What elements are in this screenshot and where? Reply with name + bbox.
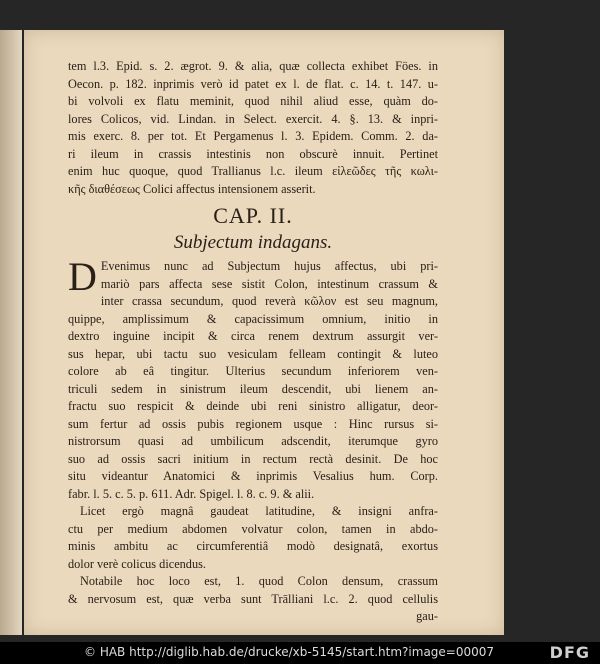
text-line: & nervosum est, quæ verba sunt Trālliani l.c. 2. quod cellulis <box>68 591 438 606</box>
text-line: κῆς διαθέσεως Colici affectus intensionem asserit. <box>68 181 316 196</box>
dfg-logo: DFG <box>549 643 590 662</box>
text-line: bi volvoli ex flatu meminit, quod nihil aliud esse, quàm do- <box>68 94 438 108</box>
text-line: situ videantur Anatomici & inprimis Vesalius hum. Corp. <box>68 469 438 483</box>
text-line: colore ab eâ tingitur. Ulterius secundum inferiorem ven- <box>68 364 438 378</box>
text-line: dextro inguine incipit & circa renem dextrum assurgit ver- <box>68 329 438 343</box>
footer-bar <box>0 642 600 664</box>
text-line: mis exerc. 8. per tot. Et Pergamenus l. 3. Epidem. Comm. 2. da- <box>68 129 438 143</box>
copyright-citation[interactable]: © HAB http://diglib.hab.de/drucke/xb-5145/start.htm?image=00007 <box>84 645 495 659</box>
text-line: suo ad ossis sacri initium in rectum rectà desinit. De hoc <box>68 451 438 466</box>
text-line: dolor verè colicus dicendus. <box>68 556 206 571</box>
text-line: ctu per medium abdomen volvatur colon, tamen in abdo- <box>68 521 438 536</box>
book-page <box>24 30 504 635</box>
text-line: quippe, amplissimum & capacissimum omnium, initio in <box>68 311 438 326</box>
text-line: sus hepar, ubi tactu suo vesiculam felleam contingit & luteo <box>68 346 438 361</box>
body-paragraph <box>68 573 438 626</box>
text-line: sum fertur ad ossis pubis regionem usque : Hinc rursus si- <box>68 416 438 431</box>
catchword: gau- <box>416 609 438 623</box>
text-line: triculi sedem in sinistrum ileum descendit, ubi lienem an- <box>68 381 438 396</box>
body-paragraph <box>68 254 438 503</box>
text-line: lores Colicos, vid. Lindan. in Select. exercit. 4. §. 13. & inpri- <box>68 111 438 126</box>
text-line: inter crassa secundum, quod reverà κῶλον est seu magnum, <box>100 294 438 308</box>
text-line: Notabile hoc loco est, 1. quod Colon densum, crassum <box>80 574 438 588</box>
body-paragraph <box>68 503 438 573</box>
page-text <box>68 58 438 626</box>
chapter-subheading: Subjectum indagans. <box>173 232 333 253</box>
text-line: Licet ergò magnâ gaudeat latitudine, & insigni anfra- <box>80 504 438 518</box>
text-line: nistrorsum quasi ad umbilicum adscendit, iterumque gyro <box>68 434 438 448</box>
text-line: fabr. l. 5. c. 5. p. 611. Adr. Spigel. l. 8. c. 9. & alii. <box>68 486 315 501</box>
chapter-heading: CAP. II. <box>213 203 293 228</box>
text-line: mariò pars affecta sese sistit Colon, intestinum crassum & <box>100 276 438 291</box>
text-line: ri ileum in crassis intestinis non obscurè innuit. Pertinet <box>68 146 438 161</box>
text-line: tem l.3. Epid. s. 2. ægrot. 9. & alia, quæ collecta exhibet Föes. in <box>68 59 438 73</box>
text-line: Oecon. p. 182. inprimis verò id patet ex l. de flat. c. 14. t. 147. u- <box>68 76 438 91</box>
viewer-background <box>505 30 600 635</box>
text-line: Evenimus nunc ad Subjectum hujus affectus, ubi pri- <box>100 259 438 273</box>
previous-page-edge <box>0 30 22 635</box>
text-line: enim huc quoque, quod Trallianus l.c. ileum εἰλεῶδες τῆς κωλι- <box>68 164 438 178</box>
drop-capital: D <box>68 254 97 299</box>
text-line: minis ambitu ac circumferentiâ modò designatâ, exortus <box>68 539 438 553</box>
top-paragraph <box>68 58 438 198</box>
text-line: fractu suo respicit & deinde ubi reni sinistro alligatur, deor- <box>68 399 438 413</box>
